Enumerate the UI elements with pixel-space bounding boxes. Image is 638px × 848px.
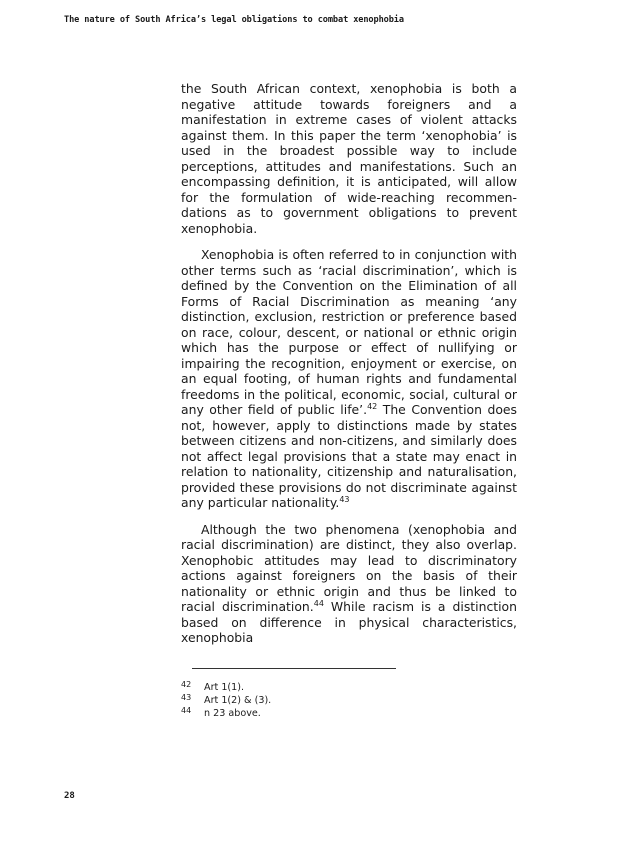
paragraph-3 bbox=[181, 522, 517, 646]
footnote-ref-43[interactable]: 43 bbox=[339, 495, 350, 504]
body-text bbox=[181, 81, 517, 646]
paragraph-1: the South African context, xenophobia is both a negative attitude towards foreigners and a manifestation in extreme cases of violent attacks against them. In this paper the term ‘xenophobia’ is used in the broadest possible way to include perceptions, attitudes and manifestations. Such an encompassing definition, it is anticipated, will allow for the formulation of wide-reaching recommendations as to government obligations to prevent xenophobia. bbox=[181, 81, 517, 236]
footnote-44 bbox=[181, 707, 271, 720]
footnote-text: Art 1(1). bbox=[204, 682, 245, 693]
footnote-separator bbox=[192, 668, 396, 669]
footnote-number: 44 bbox=[181, 706, 192, 715]
paragraph-2-text-b: The Convention does not, however, apply to distinctions made by states between citizens and non-citizens, and similarly does not affect legal provisions that a state may enact in relation to nationality, citizenship and naturalisation, provided these provisions do not discriminate against any particular nationality. bbox=[181, 402, 517, 510]
paragraph-2-text-a: Xenophobia is often referred to in conjunction with other terms such as ‘racial discrimination’, which is defined by the Convention on the Elimination of all Forms of Racial Discrimination as meaning ‘any distinction, exclusion, restriction or preference based on race, colour, descent, or national or ethnic origin which has the purpose or effect of nullifying or impairing the recognition, enjoyment or exercise, on an equal footing, of human rights and fundamental freedoms in the political, economic, social, cultural or any other field of public life’. bbox=[181, 247, 517, 417]
page-number: 28 bbox=[64, 791, 75, 801]
footnote-number: 43 bbox=[181, 693, 192, 702]
footnote-ref-44[interactable]: 44 bbox=[313, 599, 324, 608]
footnote-number: 42 bbox=[181, 680, 192, 689]
footnotes bbox=[181, 681, 271, 720]
paragraph-3-text-a: Although the two phenomena (xenophobia and racial discrimination) are distinct, they also overlap. Xenophobic attitudes may lead to discriminatory actions against foreigners on the basis of their nationality or ethnic origin and thus be linked to racial discrimination. bbox=[181, 521, 517, 614]
running-header: The nature of South Africa’s legal obligations to combat xenophobia bbox=[64, 15, 404, 25]
footnote-text: Art 1(2) & (3). bbox=[204, 695, 272, 706]
paragraph-2 bbox=[181, 247, 517, 511]
paragraph-3-text-b: While racism is a distinction based on difference in physical characteristics, xenophobia bbox=[181, 599, 517, 645]
footnote-ref-42[interactable]: 42 bbox=[367, 402, 378, 411]
footnote-text: n 23 above. bbox=[204, 708, 261, 719]
